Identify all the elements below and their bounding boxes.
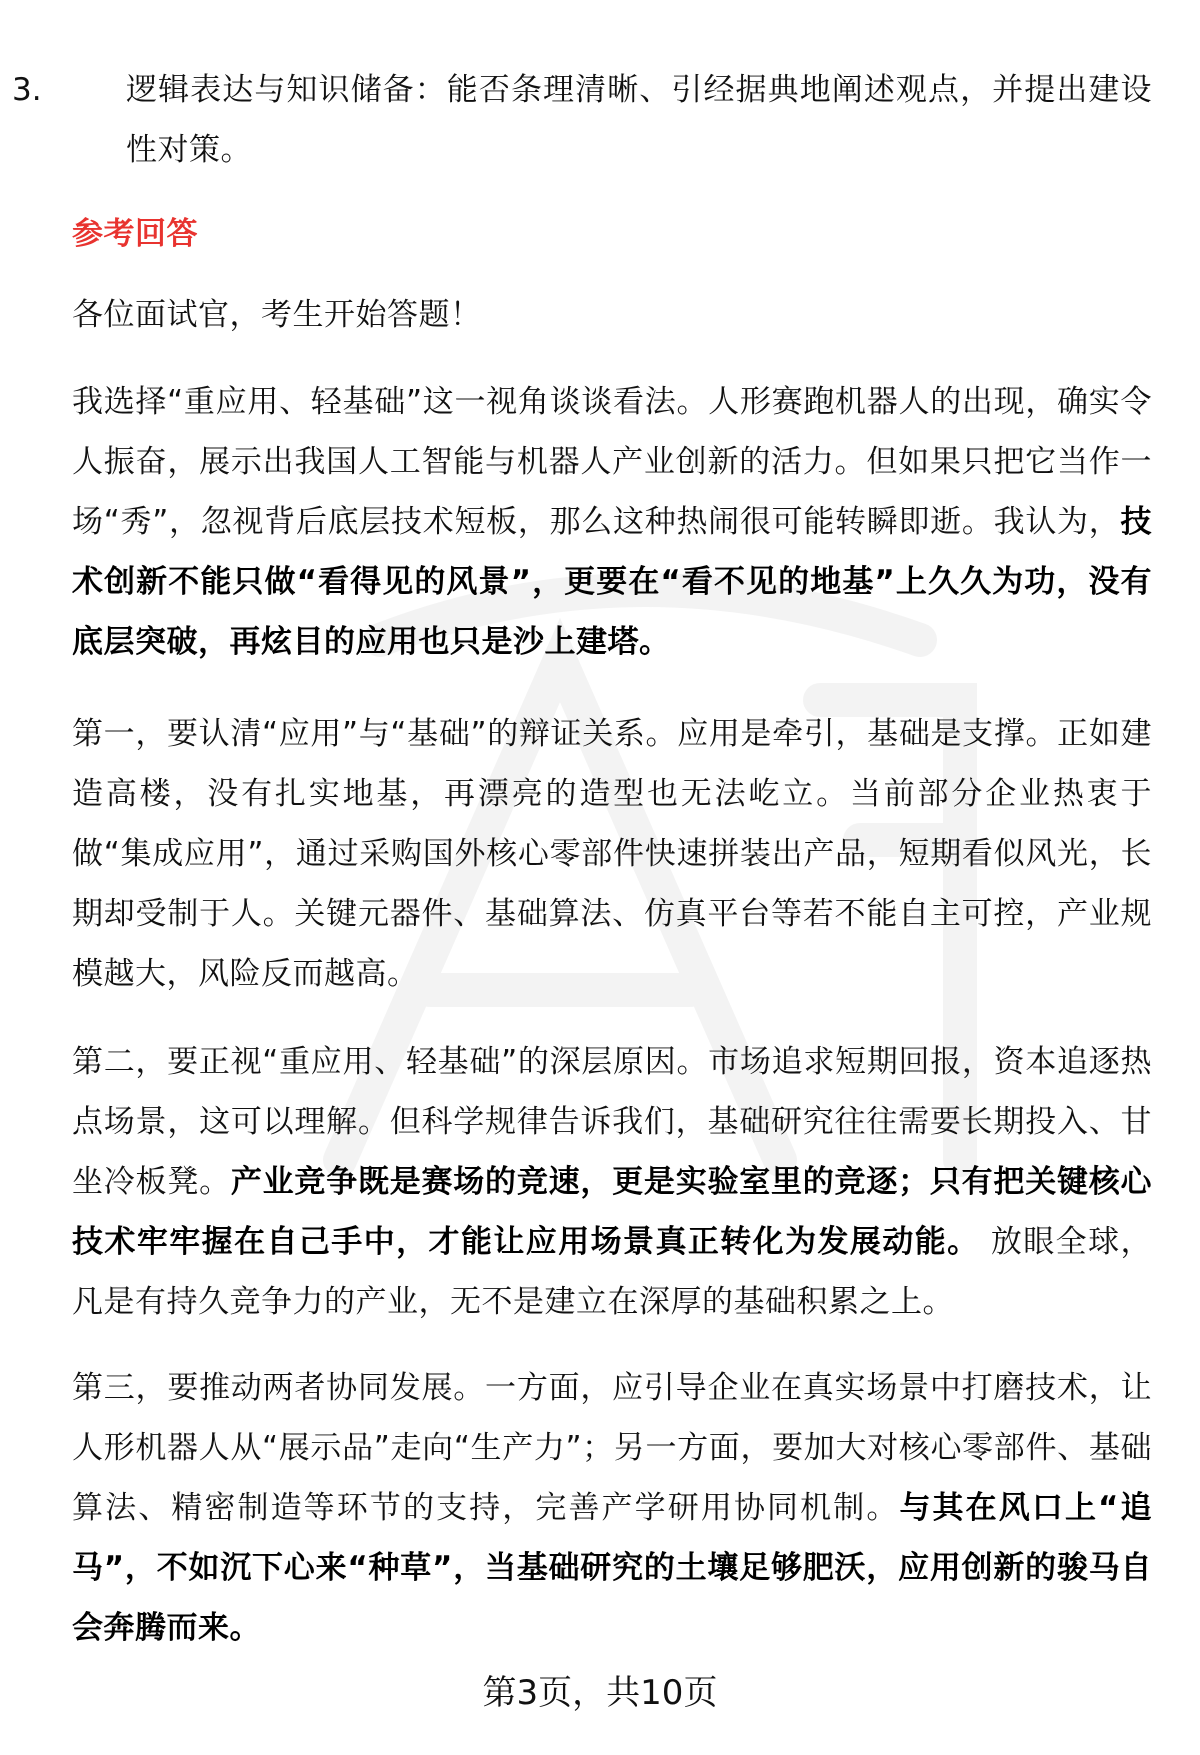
paragraph-bold-text: 技术创新不能只做“看得见的风景”，更要在“看不见的地基”上久久为功，没有底层突破，再炫目的应用也只是沙上建塔。 [72,504,1152,660]
paragraph-third-point [72,1358,1152,1658]
paragraph-second-point [72,1032,1152,1332]
paragraph-bold-text: 产业竞争既是赛场的竞速，更是实验室里的竞逐；只有把关键核心技术牢牢握在自己手中，才能让应用场景真正转化为发展动能。 [72,1164,1153,1260]
paragraph-text: 我选择“重应用、轻基础”这一视角谈谈看法。人形赛跑机器人的出现，确实令人振奋，展示出我国人工智能与机器人产业创新的活力。但如果只把它当作一场“秀”，忽视背后底层技术短板，那么这种热闹很可能转瞬即逝。我认为， [72,384,1152,540]
paragraph-text: 第二，要正视“重应用、轻基础”的深层原因。市场追求短期回报，资本追逐热点场景，这可以理解。但科学规律告诉我们，基础研究往往需要长期投入、甘坐冷板凳。 [72,1044,1152,1200]
paragraph-text: 放眼全球，凡是有持久竞争力的产业，无不是建立在深厚的基础积累之上。 [72,1224,1152,1320]
paragraph-bold-text: 与其在风口上“追马”，不如沉下心来“种草”，当基础研究的土壤足够肥沃，应用创新的骏马自会奔腾而来。 [72,1490,1153,1646]
greeting-paragraph: 各位面试官，考生开始答题！ [72,297,482,333]
list-item-number: 3. [12,72,42,108]
list-item-text: 逻辑表达与知识储备：能否条理清晰、引经据典地阐述观点，并提出建设性对策。 [126,72,1152,168]
section-heading: 参考回答 [72,216,198,252]
page-number-footer: 第3页，共10页 [482,1673,718,1713]
paragraph-text: 第三，要推动两者协同发展。一方面，应引导企业在真实场景中打磨技术，让人形机器人从“展示品”走向“生产力”；另一方面，要加大对核心零部件、基础算法、精密制造等环节的支持，完善产学研用协同机制。 [72,1370,1152,1526]
paragraph-viewpoint [72,372,1152,672]
paragraph-first-point: 第一，要认清“应用”与“基础”的辩证关系。应用是牵引，基础是支撑。正如建造高楼，没有扎实地基，再漂亮的造型也无法屹立。当前部分企业热衷于做“集成应用”，通过采购国外核心零部件快速拼装出产品，短期看似风光，长期却受制于人。关键元器件、基础算法、仿真平台等若不能自主可控，产业规模越大，风险反而越高。 [72,716,1152,992]
